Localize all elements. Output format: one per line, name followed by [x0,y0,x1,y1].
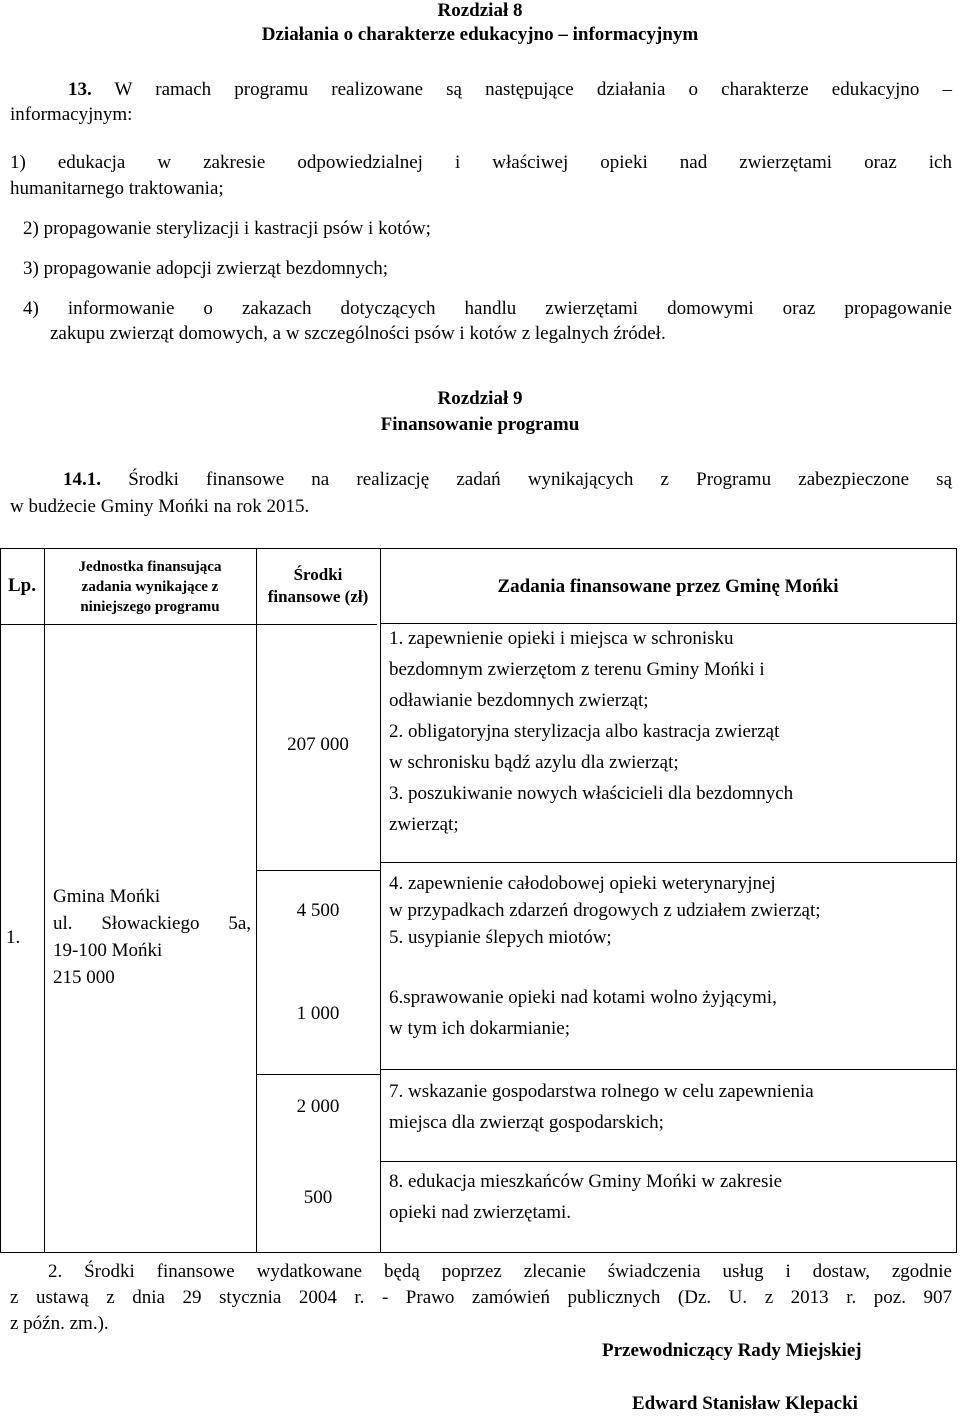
task-line: 6.sprawowanie opieki nad kotami wolno żyjącymi, [389,987,777,1008]
row-lp: 1. [6,927,21,948]
signature-name: Edward Stanisław Klepacki [632,1393,858,1414]
amount-3: 1 000 [296,1003,340,1024]
list13-item1-line2: humanitarnego traktowania; [10,178,224,199]
th-unit-line1: Jednostka finansująca [78,559,222,575]
th-lp: Lp. [8,575,36,596]
unit-city: 19-100 Mońki [53,940,163,961]
task-line: bezdomnym zwierzętom z terenu Gminy Mońki i [389,659,765,680]
task-line: 3. poszukiwanie nowych właścicieli dla bezdomnych [389,783,794,804]
task-line: opieki nad zwierzętami. [389,1202,572,1223]
signature-title: Przewodniczący Rady Miejskiej [602,1340,862,1361]
th-unit-line3: niniejszego programu [80,599,220,615]
task-line: 7. wskazanie gospodarstwa rolnego w celu zapewnienia [389,1081,814,1102]
task-line: w przypadkach zdarzeń drogowych z udziałem zwierząt; [389,900,821,921]
list13-item4-line1: 4) informowanie o zakazach dotyczących handlu zwierzętami domowymi oraz propagowanie [23,298,952,319]
task-line: zwierząt; [389,814,459,835]
amount-4: 2 000 [296,1096,340,1117]
list13-item2: 2) propagowanie sterylizacji i kastracji psów i kotów; [23,218,431,239]
list13-item1-line1: 1) edukacja w zakresie odpowiedzialnej i właściwej opieki nad zwierzętami oraz ich [10,152,952,173]
unit-street: ul. Słowackiego 5a, [53,913,251,934]
amount-5: 500 [303,1187,333,1208]
amount-2: 4 500 [296,900,340,921]
para2-line1: 2. Środki finansowe wydatkowane będą poprzez zlecanie świadczenia usług i dostaw, zgodnie [48,1261,952,1282]
task-line: 5. usypianie ślepych miotów; [389,927,612,948]
th-unit-line2: zadania wynikające z [81,579,219,595]
th-funds-line1: Środki [293,565,343,584]
task-line: w schronisku bądź azylu dla zwierząt; [389,752,679,773]
para14-line2: w budżecie Gminy Mońki na rok 2015. [10,496,310,517]
chapter9-title: Rozdział 9 [437,388,523,409]
unit-total: 215 000 [53,967,115,988]
para14-number: 14.1. [63,469,101,490]
task-line: 1. zapewnienie opieki i miejsca w schronisku [389,628,734,649]
chapter8-title: Rozdział 8 [437,0,523,21]
chapter9-subtitle: Finansowanie programu [380,414,580,435]
task-line: 2. obligatoryjna sterylizacja albo kastracja zwierząt [389,721,780,742]
list13-item3: 3) propagowanie adopcji zwierząt bezdomnych; [23,258,389,279]
para13-line2: informacyjnym: [10,104,133,125]
list13-item4-line2: zakupu zwierząt domowych, a w szczególności psów i kotów z legalnych źródeł. [50,323,666,344]
task-line: 8. edukacja mieszkańców Gminy Mońki w zakresie [389,1171,783,1192]
amount-1: 207 000 [287,734,349,755]
unit-name: Gmina Mońki [53,886,161,907]
task-line: w tym ich dokarmianie; [389,1018,570,1039]
para14-line1: 14.1. Środki finansowe na realizację zadań wynikających z Programu zabezpieczone są [63,469,953,490]
para2-line3: z późn. zm.). [10,1313,109,1334]
para13-line1: 13. W ramach programu realizowane są następujące działania o charakterze edukacyjno – [68,79,952,100]
task-line: odławianie bezdomnych zwierząt; [389,690,649,711]
para2-line2: z ustawą z dnia 29 stycznia 2004 r. - Prawo zamówień publicznych (Dz. U. z 2013 r. poz. 907 [10,1287,952,1308]
th-funds-line2: finansowe (zł) [267,587,369,606]
task-line: 4. zapewnienie całodobowej opieki weterynaryjnej [389,873,776,894]
task-line: miejsca dla zwierząt gospodarskich; [389,1112,664,1133]
para13-number: 13. [68,79,92,100]
th-tasks: Zadania finansowane przez Gminę Mońki [497,576,839,597]
chapter8-subtitle: Działania o charakterze edukacyjno – informacyjnym [261,24,699,45]
